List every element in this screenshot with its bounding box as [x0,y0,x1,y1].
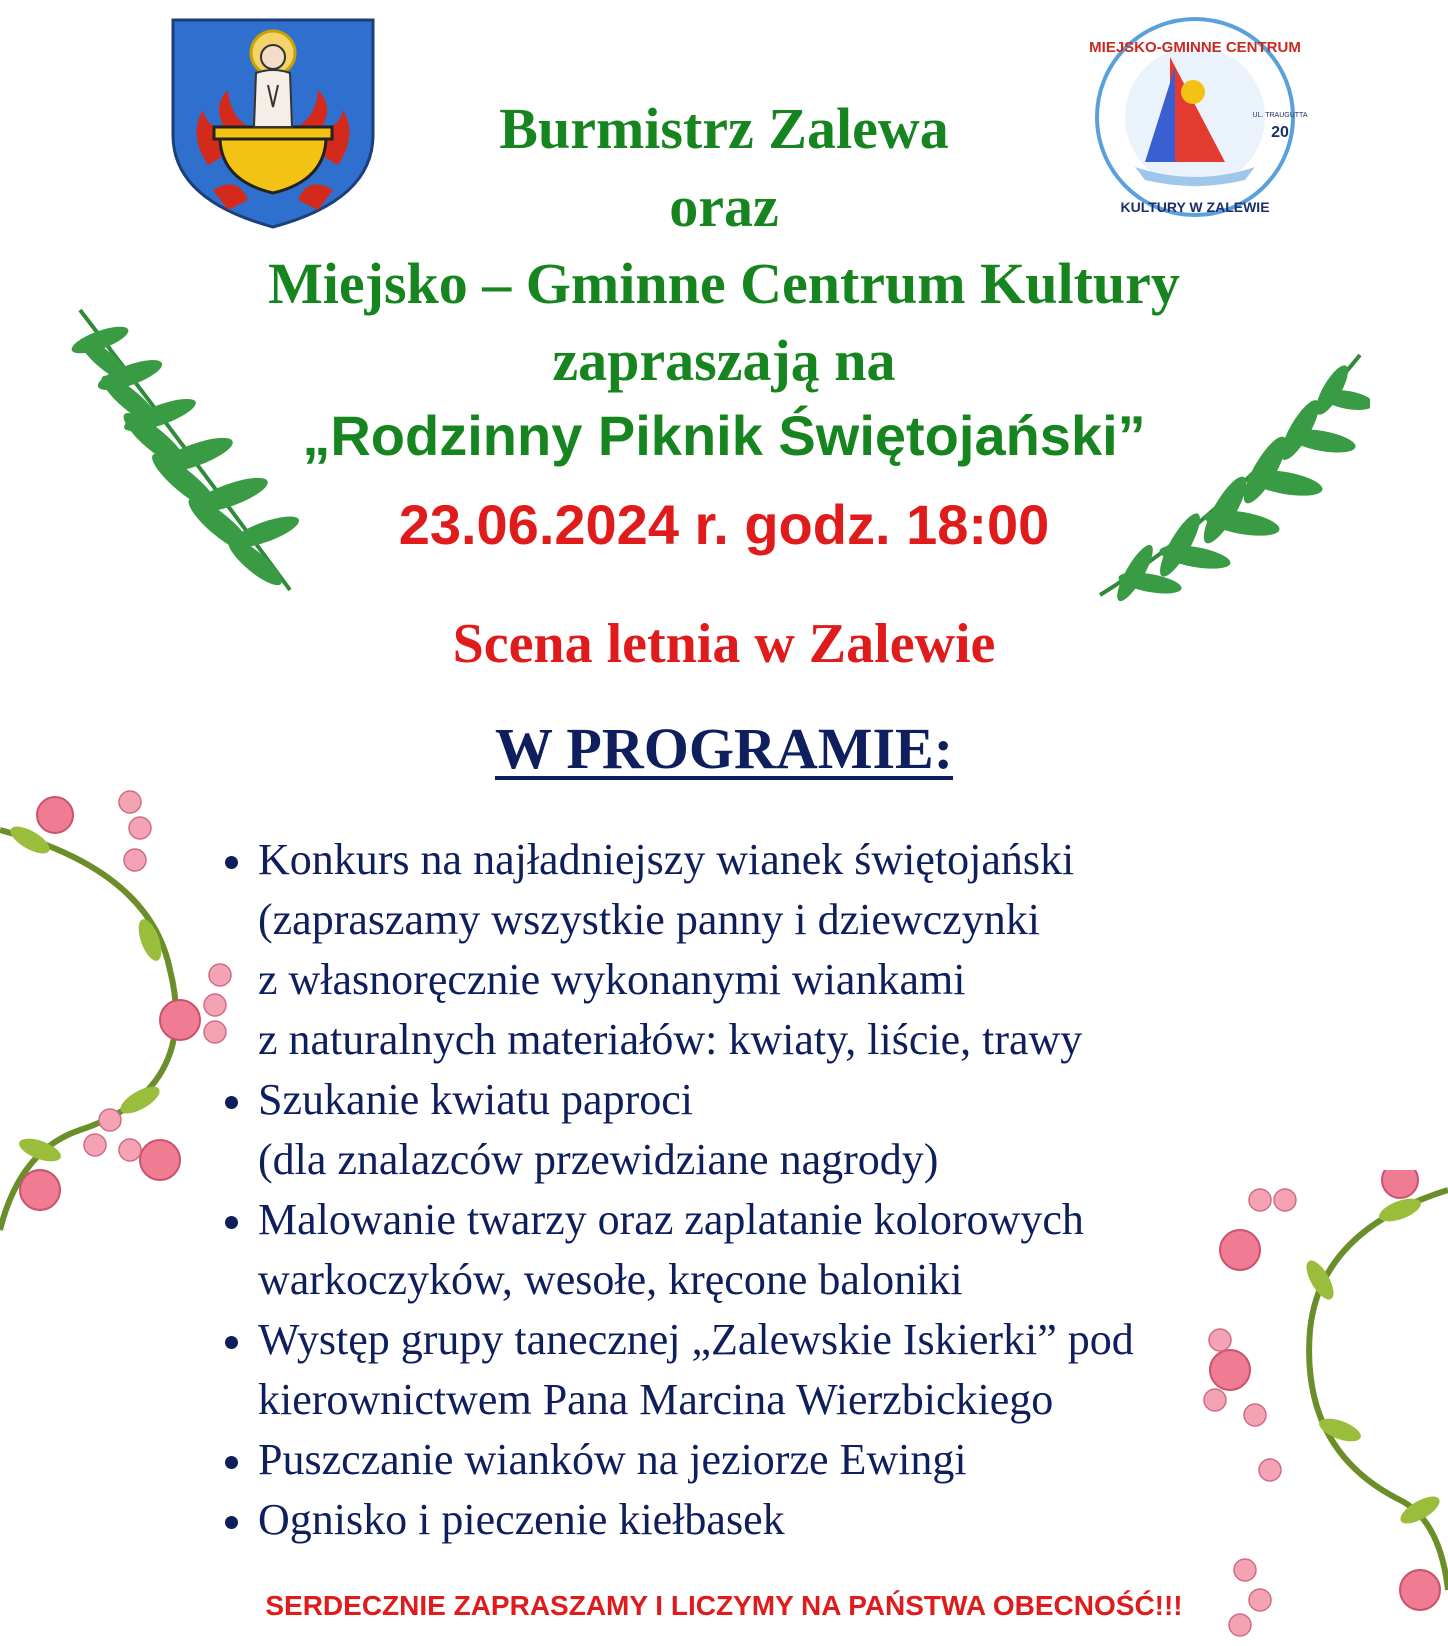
program-item-wreath-contest [258,830,1278,1070]
program-item-line: warkoczyków, wesołe, kręcone baloniki [258,1255,963,1304]
program-item-line: z własnoręcznie wykonanymi wiankami [258,955,966,1004]
bullet-icon [225,1456,238,1469]
program-item-line: Konkurs na najładniejszy wianek świętojański [258,835,1075,884]
bullet-icon [225,1096,238,1109]
program-heading: W PROGRAMIE: [494,716,954,781]
program-item-bonfire [258,1490,1278,1550]
program-item-line: z naturalnych materiałów: kwiaty, liście, trawy [258,1015,1083,1064]
invite-heading: zapraszają na [552,328,896,393]
bullet-icon [225,856,238,869]
badge-number: 20 [1271,124,1289,141]
closing-invitation: SERDECZNIE ZAPRASZAMY I LICZYMY NA PAŃSTWA OBECNOŚĆ!!! [265,1590,1183,1621]
event-venue: Scena letnia w Zalewie [452,613,996,675]
program-item-line: Puszczanie wianków na jeziorze Ewingi [258,1435,967,1484]
program-item-line: kierownictwem Pana Marcina Wierzbickiego [258,1375,1054,1424]
badge-ring-top-text: MIEJSKO-GMINNE CENTRUM [1089,39,1301,56]
organizer-mayor-heading: Burmistrz Zalewa [499,96,949,161]
badge-side-text: UL. TRAUGUTTA [1252,112,1308,119]
bullet-icon [225,1516,238,1529]
program-item-line: (zapraszamy wszystkie panny i dziewczynki [258,895,1040,944]
program-item-line: Malowanie twarzy oraz zaplatanie kolorowych [258,1195,1084,1244]
event-date: 23.06.2024 r. godz. 18:00 [398,493,1050,556]
program-item-wreath-floating [258,1430,1278,1490]
program-list [258,830,1278,1550]
program-item-line: (dla znalazców przewidziane nagrody) [258,1135,939,1184]
program-item-line: Ognisko i pieczenie kiełbasek [258,1495,785,1544]
program-item-fern-flower-search [258,1070,1278,1190]
program-item-line: Występ grupy tanecznej „Zalewskie Iskierki” pod [258,1315,1134,1364]
program-item-face-painting [258,1190,1278,1310]
program-item-dance-performance [258,1310,1278,1430]
bullet-icon [225,1336,238,1349]
conjunction-heading: oraz [669,174,779,239]
program-item-line: Szukanie kwiatu paproci [258,1075,693,1124]
left-flower-garland-decoration [0,790,240,1260]
badge-ring-bottom-text: KULTURY W ZALEWIE [1120,199,1270,215]
event-title: „Rodzinny Piknik Świętojański” [302,404,1146,467]
organizer-culture-centre-heading: Miejsko – Gminne Centrum Kultury [268,251,1180,316]
bullet-icon [225,1216,238,1229]
